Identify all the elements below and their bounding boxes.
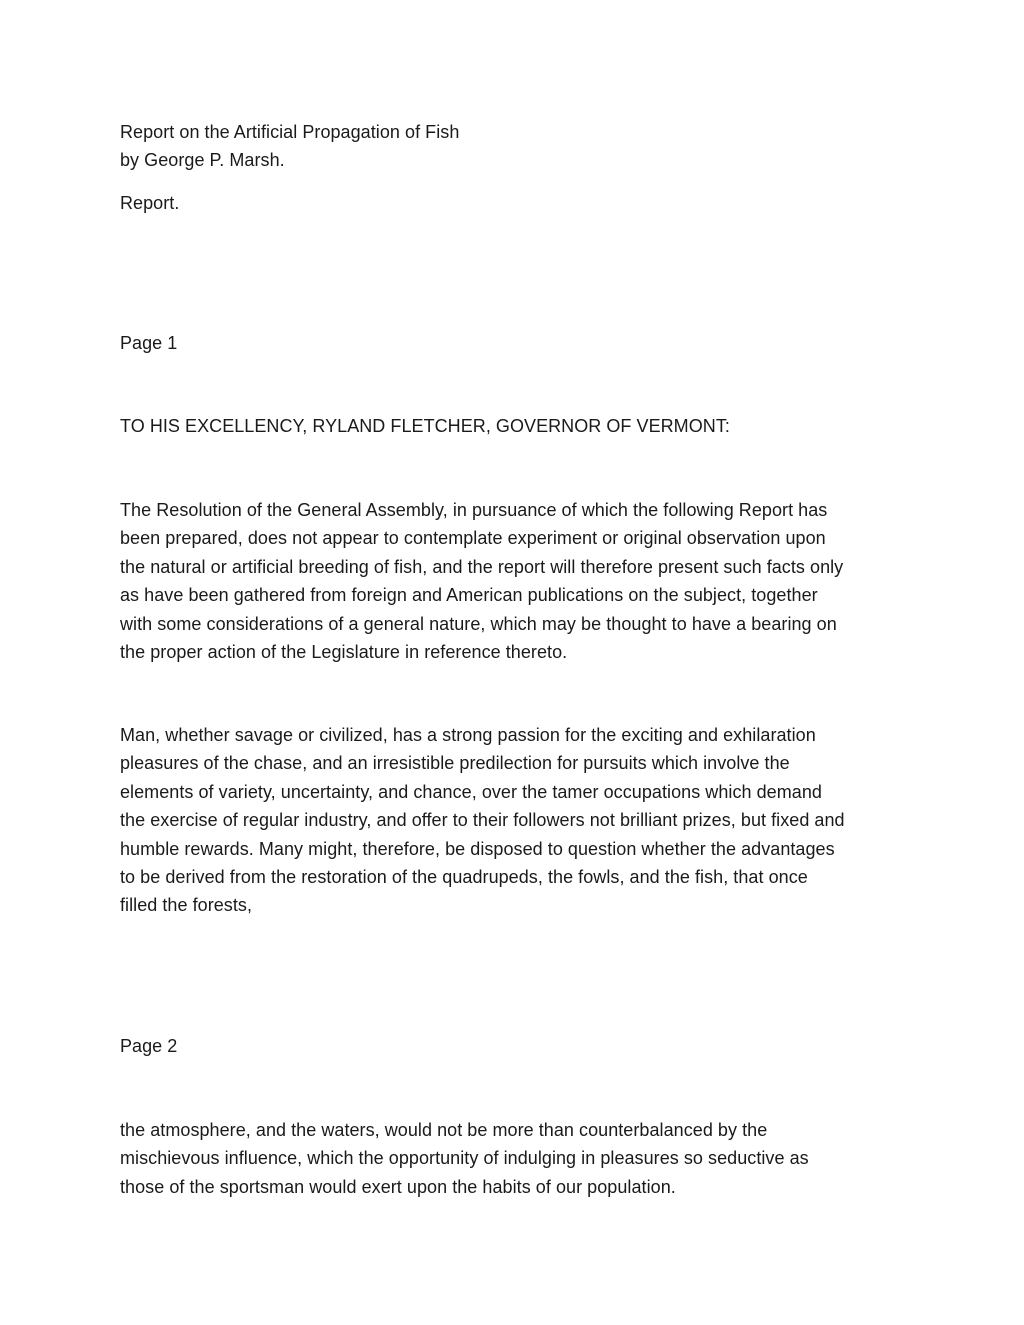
paragraph-line: those of the sportsman would exert upon the habits of our population. (120, 1176, 676, 1197)
paragraph-line: been prepared, does not appear to contemplate experiment or original observation upon (120, 528, 826, 549)
paragraph-line: pleasures of the chase, and an irresistible predilection for pursuits which involve the (120, 753, 790, 774)
paragraph-line: the natural or artificial breeding of fish, and the report will therefore present such facts only (120, 556, 844, 577)
paragraph-line: elements of variety, uncertainty, and chance, over the tamer occupations which demand (120, 781, 822, 802)
salutation: TO HIS EXCELLENCY, RYLAND FLETCHER, GOVERNOR OF VERMONT: (120, 416, 730, 436)
page-marker-2: Page 2 (120, 1036, 178, 1056)
paragraph-line: The Resolution of the General Assembly, in pursuance of which the following Report has (120, 500, 828, 520)
paragraph-line: Man, whether savage or civilized, has a strong passion for the exciting and exhilaration (120, 725, 816, 745)
paragraph-line: mischievous influence, which the opportunity of indulging in pleasures so seductive as (120, 1148, 809, 1169)
paragraph-3 (120, 1116, 920, 1201)
paragraph-line: humble rewards. Many might, therefore, be disposed to question whether the advantages (120, 838, 835, 859)
paragraph-line: to be derived from the restoration of the quadrupeds, the fowls, and the fish, that once (120, 867, 808, 888)
paragraph-line: the atmosphere, and the waters, would not be more than counterbalanced by the (120, 1120, 768, 1140)
document-title (120, 118, 920, 174)
paragraph-line: the exercise of regular industry, and offer to their followers not brilliant prizes, but fixed and (120, 810, 845, 831)
paragraph-1 (120, 496, 920, 666)
paragraph-line: as have been gathered from foreign and American publications on the subject, together (120, 585, 818, 606)
paragraph-line: the proper action of the Legislature in reference thereto. (120, 642, 568, 663)
paragraph-line: filled the forests, (120, 895, 253, 916)
title-line: Report on the Artificial Propagation of Fish (120, 122, 460, 142)
author-line: by George P. Marsh. (120, 150, 285, 170)
report-label: Report. (120, 193, 180, 213)
paragraph-line: with some considerations of a general nature, which may be thought to have a bearing on (120, 613, 837, 634)
paragraph-2 (120, 721, 920, 920)
page-marker-1: Page 1 (120, 333, 178, 353)
